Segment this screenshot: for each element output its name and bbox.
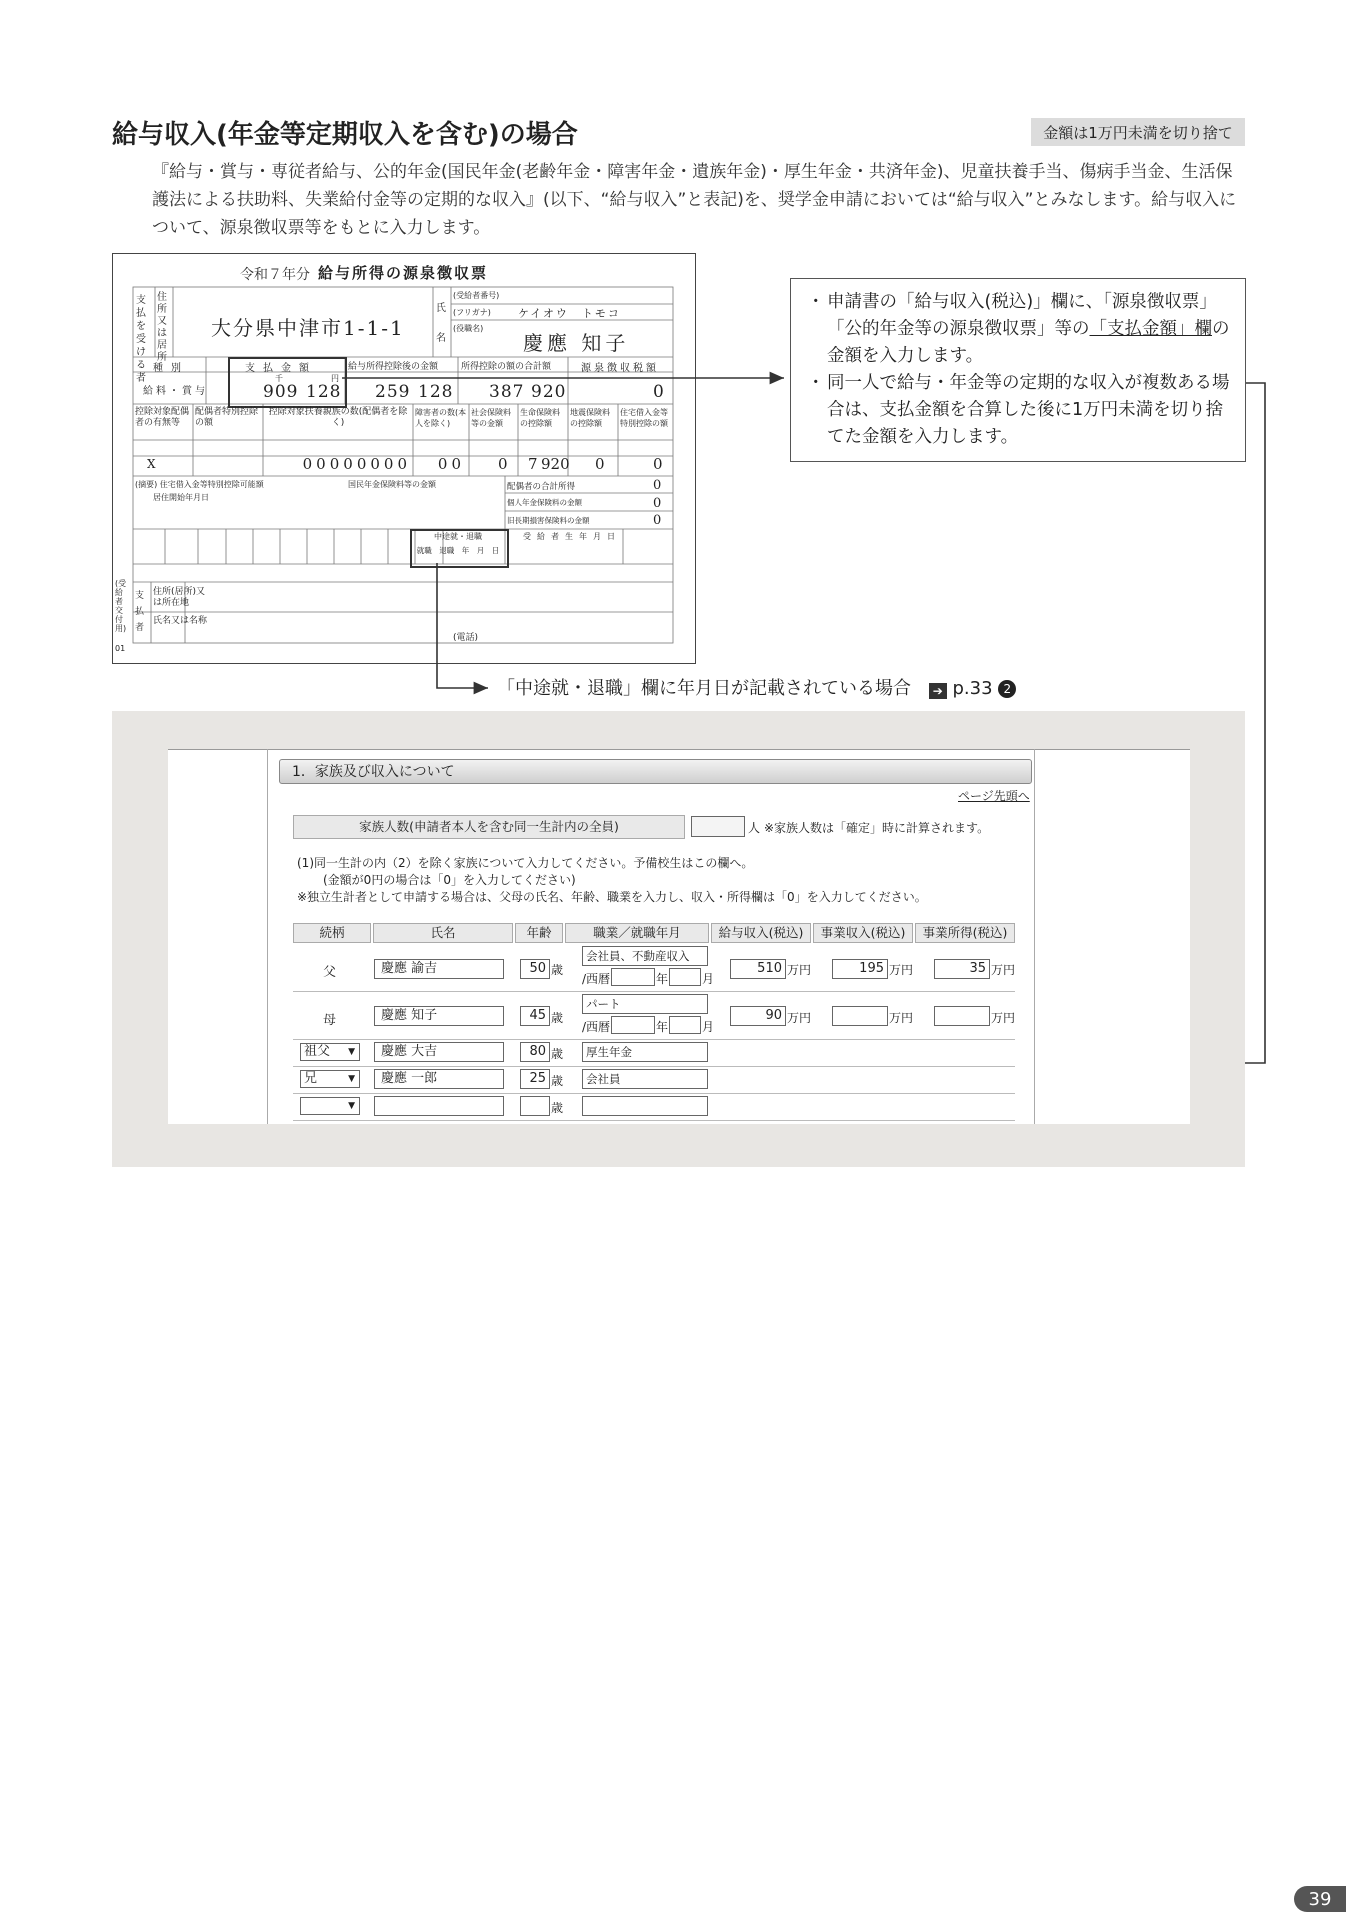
family-count-unit: 人 (748, 821, 761, 835)
row2-label-5: 社会保険料等の金額 (471, 408, 511, 428)
housing-zero: 0 (653, 455, 663, 473)
section-header-family-income: 1．家族及び収入について (279, 759, 1032, 784)
chevron-down-icon: ▼ (348, 1074, 355, 1084)
header-business-income: 事業収入(税込) (813, 923, 913, 943)
relation-mother: 母 (323, 1013, 337, 1028)
disabled-zero: 00 (437, 455, 465, 473)
age-unit: 歳 (551, 1101, 564, 1115)
age-input[interactable]: 80 (520, 1042, 550, 1062)
midyear-cols: 就職 退職 年 月 日 (416, 546, 500, 555)
personal-pension-zero: 0 (653, 496, 662, 511)
spouse-income-label: 配偶者の合計所得 (507, 482, 576, 492)
deduction-thousand: 387 (489, 382, 525, 402)
start-year-input[interactable] (611, 1016, 655, 1034)
age-unit: 歳 (551, 1011, 564, 1025)
row2-label-3: 控除対象扶養親族の数(配偶者を除く) (268, 407, 408, 428)
row2-label-2: 配偶者特別控除の額 (195, 407, 259, 428)
payee-name: 慶應 知子 (523, 331, 630, 355)
payment-yen: 128 (306, 382, 342, 402)
business-income-unit: 万円 (889, 1011, 914, 1025)
midyear-label: 中途就・退職 (434, 532, 482, 541)
rounding-note-badge: 金額は1万円未満を切り捨て (1031, 118, 1245, 146)
name-input[interactable]: 慶應 大吉 (374, 1042, 504, 1062)
business-profit-input[interactable] (934, 1006, 990, 1026)
side-code: 01 (115, 644, 126, 653)
old-longterm-zero: 0 (653, 513, 662, 528)
recipient-no-label: (受給者番号) (453, 291, 500, 300)
payer-label: 支払者 (135, 591, 145, 633)
position-label: (役職名) (453, 324, 484, 333)
salary-unit: 万円 (787, 963, 812, 977)
age-input[interactable]: 45 (520, 1006, 550, 1026)
payee-address: 大分県中津市1-1-1 (211, 316, 405, 340)
relation-father: 父 (323, 965, 337, 980)
age-input[interactable] (520, 1096, 550, 1116)
age-unit: 歳 (551, 1047, 564, 1061)
page-number: 39 (1294, 1886, 1346, 1912)
instruction-2: (金額が0円の場合は「0」を入力してください) (323, 873, 576, 887)
start-month-input[interactable] (669, 1016, 701, 1034)
col-type: 種別 (153, 363, 189, 374)
unit-thousand-1: 千 (275, 374, 283, 383)
name-label: 氏名 (436, 303, 446, 344)
payer-name-label: 氏名又は名称 (153, 616, 208, 626)
instruction-1: (1)同一生計の内（2）を除く家族について入力してください。予備校生はこの欄へ。 (297, 856, 754, 870)
age-unit: 歳 (551, 1074, 564, 1088)
age-input[interactable]: 50 (520, 959, 550, 979)
month-label: 月 (702, 972, 715, 986)
salary-input-highlighted[interactable]: 90 (730, 1006, 786, 1026)
dependents-zero-row: 00000000 (302, 455, 411, 473)
payee-furigana: ケイオウ トモコ (518, 307, 621, 320)
payment-thousand: 909 (263, 382, 299, 402)
header-relation: 続柄 (293, 923, 371, 943)
start-month-input[interactable] (669, 968, 701, 986)
age-input[interactable]: 25 (520, 1069, 550, 1089)
year-label: 年 (656, 972, 669, 986)
remarks-label: (摘要) 住宅借入金等特別控除可能額 (135, 480, 264, 489)
spouse-mark: X (147, 457, 156, 471)
family-count-note: ※家族人数は「確定」時に計算されます。 (764, 821, 990, 835)
row-type: 給料・賞与 (143, 386, 208, 397)
name-input[interactable] (374, 1096, 504, 1116)
side-label: (受給者交付用) (115, 579, 127, 633)
business-income-input[interactable] (832, 1006, 888, 1026)
row2-label-8: 住宅借入金等特別控除の額 (620, 408, 668, 428)
age-unit: 歳 (551, 963, 564, 977)
insurance-yen: 920 (541, 455, 570, 473)
slip-title: 給与所得の源泉徴収票 (318, 264, 489, 282)
page-top-link[interactable]: ページ先頭へ (958, 789, 1030, 803)
job-input[interactable]: 会社員、不動産収入 (582, 946, 708, 966)
name-input[interactable]: 慶應 一郎 (374, 1069, 504, 1089)
midyear-note: 「中途就・退職」欄に年月日が記載されている場合 ➔ p.33 2 (497, 674, 1016, 700)
tax-amount: 0 (653, 382, 664, 402)
month-label: 月 (702, 1020, 715, 1034)
instruction-callout (790, 278, 1246, 462)
after-thousand: 259 (375, 382, 411, 402)
arrow-right-icon: ➔ (929, 683, 947, 699)
job-input[interactable]: 会社員 (582, 1069, 708, 1089)
salary-unit: 万円 (787, 1011, 812, 1025)
header-salary: 給与収入(税込) (711, 923, 811, 943)
business-profit-unit: 万円 (991, 963, 1016, 977)
page-title: 給与収入(年金等定期収入を含む)の場合 (112, 120, 578, 150)
row2-label-1: 控除対象配偶者の有無等 (135, 407, 190, 428)
row2-label-6: 生命保険料の控除額 (520, 408, 560, 428)
after-yen: 128 (418, 382, 454, 402)
slip-year: 令和７年分 (240, 267, 310, 283)
residence-start-label: 居住開始年月日 (153, 493, 209, 502)
row2-label-4: 障害者の数(本人を除く) (415, 408, 467, 428)
phone-label: (電話) (453, 633, 479, 643)
chevron-down-icon: ▼ (348, 1047, 355, 1057)
intro-paragraph: 『給与・賞与・専従者給与、公的年金(国民年金(老齢年金・障害年金・遺族年金)・厚生年金・共済年金)、児童扶養手当、傷病手当金、生活保護法による扶助料、失業給付金等の定期的な収入』(以下、“給与収入”と表記)を、奨学金申請においては“給与収入”とみなします。給与収入について、源泉徴収票等をもとに入力します。 (152, 162, 1237, 238)
recipient-birth-label: 受給者生年月日 (523, 532, 621, 541)
business-income-input[interactable]: 195 (832, 959, 888, 979)
family-count-label: 家族人数(申請者本人を含む同一生計内の全員) (293, 815, 685, 839)
spouse-income-zero: 0 (653, 478, 662, 493)
application-form (168, 749, 1190, 1124)
col-payment: 支払金額 (245, 363, 317, 374)
instruction-3: ※独立生計者として申請する場合は、父母の氏名、年齢、職業を入力し、収入・所得欄は「0」を入力してください。 (297, 890, 927, 904)
start-year-input[interactable] (611, 968, 655, 986)
business-profit-unit: 万円 (991, 1011, 1016, 1025)
callout-bullet-1: ・ 申請書の「給与収入(税込)」欄に、「源泉徴収票」「公的年金等の源泉徴収票」等の「支払金額」欄の金額を入力します。 (809, 289, 1231, 370)
business-profit-input[interactable]: 35 (934, 959, 990, 979)
relation-select[interactable]: 兄 ▼ (300, 1070, 360, 1088)
header-business-profit: 事業所得(税込) (915, 923, 1015, 943)
national-pension-label: 国民年金保険料等の金額 (348, 480, 436, 489)
deduction-yen: 920 (531, 382, 567, 402)
unit-yen-1: 円 (331, 374, 339, 383)
earthquake-zero: 0 (595, 455, 605, 473)
furigana-label: (フリガナ) (453, 308, 491, 317)
family-count-input[interactable] (691, 816, 745, 837)
insurance-thousand: 7 (528, 455, 538, 473)
payer-address-label: 住所(居所)又は所在地 (153, 587, 206, 608)
row2-label-7: 地震保険料の控除額 (570, 408, 610, 428)
header-age: 年齢 (515, 923, 563, 943)
old-longterm-label: 旧長期損害保険料の金額 (507, 516, 590, 525)
social-insurance-zero: 0 (498, 455, 508, 473)
col-tax: 源泉徴収税額 (581, 363, 659, 374)
era-label: /西暦 (582, 972, 611, 986)
era-label: /西暦 (582, 1020, 611, 1034)
year-label: 年 (656, 1020, 669, 1034)
page-ref-link[interactable]: p.33 (952, 678, 993, 699)
salary-input[interactable]: 510 (730, 959, 786, 979)
business-income-unit: 万円 (889, 963, 914, 977)
callout-bullet-2: ・ 同一人で給与・年金等の定期的な収入が複数ある場合は、支払金額を合算した後に1万円未満を切り捨てた金額を入力します。 (809, 370, 1231, 451)
col-total-deduction: 所得控除の額の合計額 (461, 362, 552, 372)
circled-number-icon: 2 (998, 680, 1016, 698)
relation-select[interactable] (300, 1097, 360, 1115)
payee-label: 支払を受ける者 (136, 295, 146, 384)
name-input[interactable]: 慶應 諭吉 (374, 959, 504, 979)
name-input[interactable]: 慶應 知子 (374, 1006, 504, 1026)
header-job: 職業／就職年月 (565, 923, 709, 943)
chevron-down-icon: ▼ (348, 1101, 355, 1111)
address-label: 住所又は居所 (157, 292, 167, 363)
relation-select[interactable]: 祖父 ▼ (300, 1043, 360, 1061)
header-name: 氏名 (373, 923, 513, 943)
job-input[interactable]: 厚生年金 (582, 1042, 708, 1062)
col-after-deduction: 給与所得控除後の金額 (348, 362, 439, 372)
job-input[interactable]: パート (582, 994, 708, 1014)
job-input[interactable] (582, 1096, 708, 1116)
personal-pension-label: 個人年金保険料の金額 (507, 498, 582, 507)
